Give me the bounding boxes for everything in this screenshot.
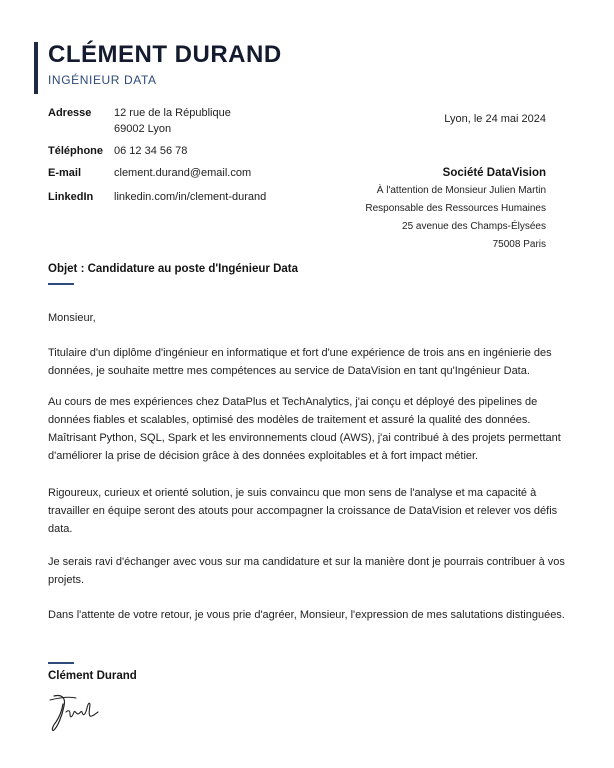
phone-label: Téléphone <box>48 145 104 157</box>
recipient-city: 75008 Paris <box>492 239 546 250</box>
letter-subject: Objet : Candidature au poste d'Ingénieur Data <box>48 263 299 275</box>
email-label: E-mail <box>48 167 82 179</box>
applicant-role: INGÉNIEUR DATA <box>48 73 157 87</box>
linkedin-label: LinkedIn <box>48 191 94 203</box>
paragraph-text: Titulaire d'un diplôme d'ingénieur en informatique et fort d'une expérience de trois ans en ingénierie des données, je souhaite mettre mes compétences au service de DataVision en tant qu'Ingénieur Data. <box>48 347 552 377</box>
letter-greeting: Monsieur, <box>48 312 96 324</box>
paragraph-text: Dans l'attente de votre retour, je vous prie d'agréer, Monsieur, l'expression de mes salutations distinguées. <box>48 609 565 621</box>
letter-date: Lyon, le 24 mai 2024 <box>444 113 546 125</box>
address-line-2: 69002 Lyon <box>114 123 172 135</box>
paragraph-text: Je serais ravi d'échanger avec vous sur ma candidature et sur la manière dont je pourrais contribuer à vos projets. <box>48 556 565 586</box>
recipient-street: 25 avenue des Champs-Élysées <box>402 221 546 232</box>
address-value <box>114 105 231 137</box>
linkedin-value: linkedin.com/in/clement-durand <box>114 191 267 203</box>
letter-paragraph <box>48 484 568 538</box>
phone-value: 06 12 34 56 78 <box>114 145 188 157</box>
subject-underline <box>48 283 74 285</box>
paragraph-text: Rigoureux, curieux et orienté solution, je suis convaincu que mon sens de l'analyse et ma capacité à travailler en équipe seront des atouts pour accompagner la croissance de DataVision et relever vos défis data. <box>48 487 558 535</box>
signer-name: Clément Durand <box>48 670 137 682</box>
recipient-attention: À l'attention de Monsieur Julien Martin <box>376 185 546 196</box>
letter-paragraph <box>48 553 568 589</box>
address-label: Adresse <box>48 107 92 119</box>
letter-paragraph <box>48 606 568 624</box>
header-accent-bar <box>34 42 38 94</box>
applicant-name: CLÉMENT DURAND <box>48 41 282 68</box>
handwritten-signature <box>48 690 118 734</box>
recipient-block <box>365 164 546 254</box>
address-line-1: 12 rue de la République <box>114 107 231 119</box>
recipient-department: Responsable des Ressources Humaines <box>365 203 546 214</box>
signature-rule <box>48 662 74 664</box>
email-value: clement.durand@email.com <box>114 167 252 179</box>
recipient-company: Société DataVision <box>442 167 546 179</box>
letter-paragraph <box>48 344 568 380</box>
paragraph-text: Au cours de mes expériences chez DataPlus et TechAnalytics, j'ai conçu et déployé des pipelines de données fiables et scalables, optimisé des modèles de traitement et assuré la qualité des données. Maîtrisant Python, SQL, Spark et les environnements cloud (AWS), j'ai contribué à des projets permettant d'améliorer la prise de décision grâce à des données exploitables et à fort impact métier. <box>48 396 561 462</box>
letter-paragraph <box>48 393 568 465</box>
